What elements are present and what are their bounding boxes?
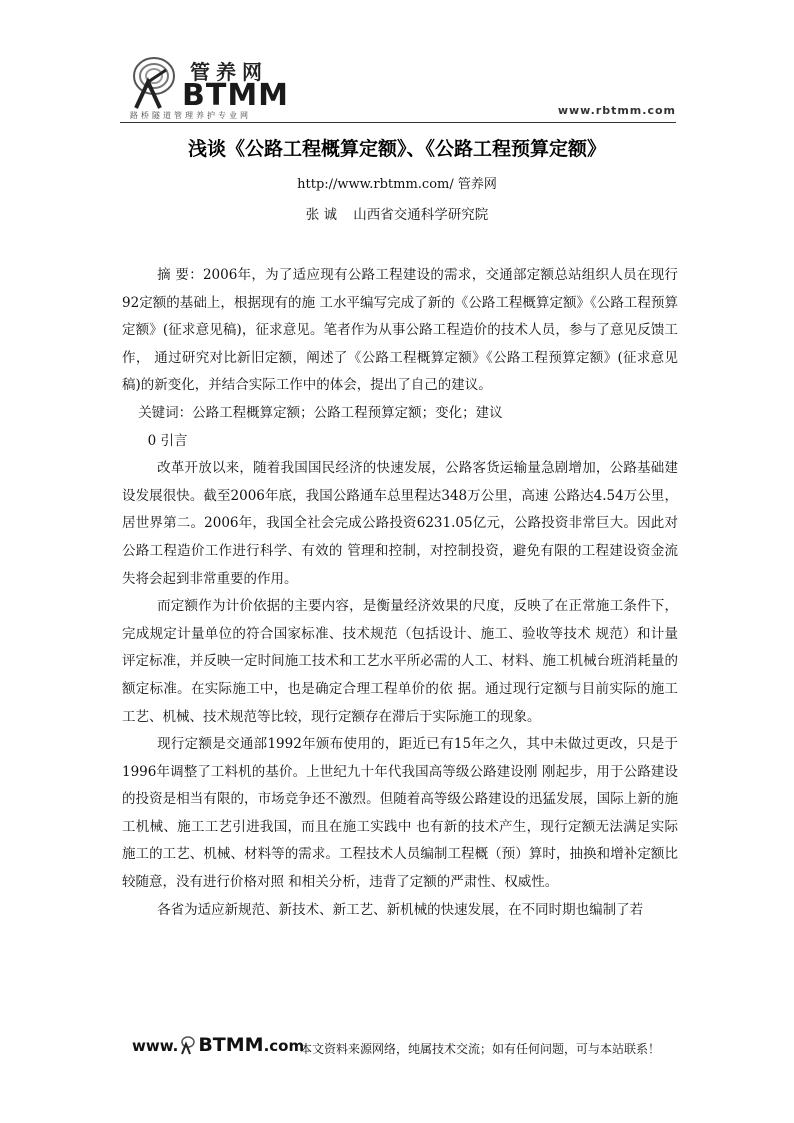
footer-logo-mark-icon xyxy=(180,1035,196,1055)
article-title: 浅谈《公路工程概算定额》、《公路工程预算定额》 xyxy=(187,138,606,160)
logo-english-name: BTMM xyxy=(182,78,290,113)
site-url-link[interactable]: www.rbtmm.com xyxy=(557,104,676,117)
body-paragraph: 现行定额是交通部1992年颁布使用的，距近已有15年之久，其中未做过更改，只是于1996年调整了工料机的基价。上世纪九十年代我国高等级公路建设刚 刚起步，用于公路建设的投资是相当有限的，市场竞争还不激烈。但随着高等级公路建设的迅猛发展，国际上新的施工机械、施工工艺引进我国，而且在施工实践中 也有新的技术产生，现行定额无法满足实际施工的工艺、机械、材料等的需求。工程技术人员编制工程概（预）算时，抽换和增补定额比较随意，没有进行价格对照 和相关分析，违背了定额的严肃性、权威性。 xyxy=(122,736,678,891)
footer-logo-mid: BTMM xyxy=(198,1034,264,1056)
footer-disclaimer: 本文资料来源网络，纯属技术交流；如有任何问题，可与本站联系！ xyxy=(300,1042,661,1056)
footer-logo[interactable] xyxy=(132,1034,304,1056)
body-paragraph: 而定额作为计价依据的主要内容，是衡量经济效果的尺度，反映了在正常施工条件下，完成规定计量单位的符合国家标准、技术规范（包括设计、施工、验收等技术 规范）和计量评定标准，并反映一定时间施工技术和工艺水平所必需的人工、材料、施工机械台班消耗量的额定标准。在实际施工中，也是确定合理工程单价的依 据。通过现行定额与目前实际的施工工艺、机械、技术规范等比较，现行定额存在滞后于实际施工的现象。 xyxy=(122,598,678,725)
body-paragraph: 各省为适应新规范、新技术、新工艺、新机械的快速发展，在不同时期也编制了若 xyxy=(157,901,644,918)
footer-logo-suffix: .com xyxy=(263,1037,305,1055)
section-heading: 0 引言 xyxy=(147,432,188,449)
article-source: http://www.rbtmm.com/ 管养网 xyxy=(297,177,497,192)
abstract-paragraph: 摘 要：2006年，为了适应现有公路工程建设的需求，交通部定额总站组织人员在现行92定额的基础上，根据现有的施 工水平编写完成了新的《公路工程概算定额》《公路工程预算定额》(征求意见稿)，征求意见。笔者作为从事公路工程造价的技术人员，参与了意见反馈工作， 通过研究对比新旧定额，阐述了《公路工程概算定额》《公路工程预算定额》(征求意见稿)的新变化，并结合实际工作中的体会，提出了自己的建议。 xyxy=(122,267,678,394)
header-divider xyxy=(120,122,676,123)
logo-mark-icon xyxy=(130,52,184,112)
site-logo[interactable] xyxy=(130,52,330,122)
page-footer xyxy=(132,1030,672,1066)
keywords-paragraph: 关键词：公路工程概算定额；公路工程预算定额；变化；建议 xyxy=(138,404,503,421)
footer-logo-prefix: www. xyxy=(132,1037,179,1055)
article-author xyxy=(0,203,794,223)
logo-tagline: 路桥隧道管理养护专业网 xyxy=(130,111,251,120)
page-header xyxy=(120,44,676,122)
article-body xyxy=(122,262,678,924)
body-paragraph: 改革开放以来，随着我国国民经济的快速发展，公路客货运输量急剧增加，公路基础建设发展很快。截至2006年底，我国公路通车总里程达348万公里，高速 公路达4.54万公里，居世界第二。2006年，我国全社会完成公路投资6231.05亿元，公路投资非常巨大。因此对公路工程造价工作进行科学、有效的 管理和控制，对控制投资，避免有限的工程建设资金流失将会起到非常重要的作用。 xyxy=(122,460,678,587)
logo-chinese-name: 管养网 xyxy=(190,60,268,84)
author-name: 张 诚 xyxy=(305,207,337,223)
author-organization: 山西省交通科学研究院 xyxy=(353,207,489,223)
